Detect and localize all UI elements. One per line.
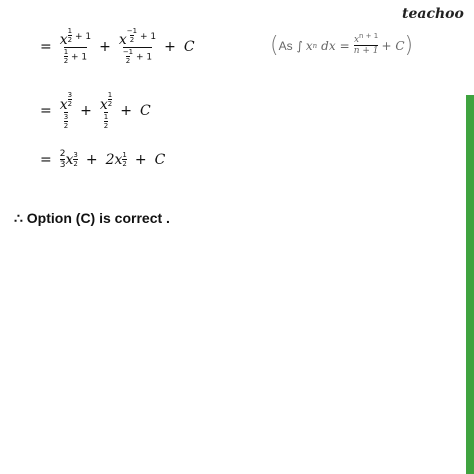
side-accent-bar bbox=[466, 95, 474, 474]
step-line-3: = $\frac{2}{3}$ x $\frac{3}{2}$ + 2x $\frac{1}{2}$ + C bbox=[40, 149, 166, 170]
conclusion-text: ∴ Option (C) is correct . bbox=[14, 210, 170, 226]
fraction-term-1: x $^{\frac{1}{2} + 1}$ $\frac{1}{2}$ + 1 bbox=[59, 27, 92, 66]
equals-sign: = bbox=[40, 38, 52, 55]
teachoo-logo: teachoo bbox=[402, 6, 464, 22]
power-rule-note: ( As ∫ x n dx = $\frac{x^{n + 1}}{n + 1}$ + C ) bbox=[270, 31, 414, 58]
step-line-2: = x $^{\frac{3}{2}}$ $\frac{3}{2}$ + x $^{\frac{1}{2}}$ $\frac{1}{2}$ + C bbox=[40, 91, 151, 131]
fraction-one-half: x $^{\frac{1}{2}}$ $\frac{1}{2}$ bbox=[99, 91, 113, 131]
fraction-term-2: x $^{\frac{-1}{2} + 1}$ $\frac{-1}{2}$ + 1 bbox=[118, 27, 157, 66]
step-line-1: = x $^{\frac{1}{2} + 1}$ $\frac{1}{2}$ + 1 + x $^{\frac{-1}{2} + 1}$ $\frac{-1}{2}$ + 1 + C bbox=[40, 27, 195, 66]
constant-c: C bbox=[183, 38, 195, 55]
fraction-three-halves: x $^{\frac{3}{2}}$ $\frac{3}{2}$ bbox=[59, 91, 73, 131]
coefficient-two-thirds: $\frac{2}{3}$ bbox=[59, 149, 66, 170]
note-fraction: $\frac{x^{n + 1}}{n + 1}$ bbox=[353, 31, 379, 56]
